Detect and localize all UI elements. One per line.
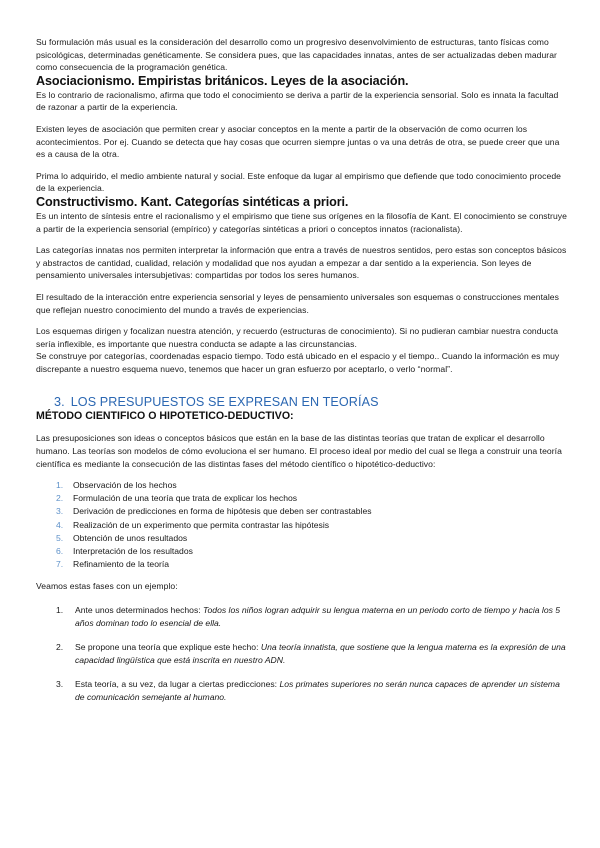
associationism-paragraph-2: Existen leyes de asociación que permiten crear y asociar conceptos en la mente a partir de la observación de como ocurren los acontecimientos. Por ej. Cuando se detecta que hay cosas que ocurren siempre juntas o va una detrás de otra, se puede creer que una es a causa de la otra. (36, 123, 560, 160)
example-item (36, 678, 568, 704)
phase-item (36, 532, 568, 545)
example-lead-text: Esta teoría, a su vez, da lugar a ciertas predicciones: (75, 678, 280, 689)
phase-text: Interpretación de los resultados (73, 545, 193, 556)
phase-text: Observación de los hechos (73, 480, 177, 491)
example-number: 1. (56, 604, 64, 615)
phase-text: Derivación de predicciones en forma de hipótesis que deben ser contrastables (73, 506, 372, 517)
phase-text: Realización de un experimento que permita contrastar las hipótesis (73, 519, 330, 530)
phase-number: 2. (56, 493, 64, 504)
example-number: 3. (56, 678, 64, 689)
example-number: 2. (56, 641, 64, 652)
constructivism-paragraph-2: Las categorías innatas nos permiten interpretar la información que entra a través de nuestros sentidos, pero estas son conceptos básicos y abstractos de cantidad, cualidad, relación y modalidad que nos ayudan a empezar a dar sentido a la experiencia. Son leyes de pensamiento universales intersubjetivas: compartidas por todos los seres humanos. (36, 245, 567, 281)
phase-item (36, 479, 568, 492)
associationism-paragraph-3: Prima lo adquirido, el medio ambiente natural y social. Este enfoque da lugar al empirismo que defiende que todo conocimiento procede de la experiencia. (36, 170, 561, 194)
section-3-heading (36, 395, 568, 410)
method-phases-list (36, 479, 568, 571)
example-item (36, 641, 568, 667)
section-3-number: 3. (54, 395, 65, 410)
phase-number: 5. (56, 532, 64, 543)
constructivism-heading: Constructivismo. Kant. Categorías sintéticas a priori. (36, 194, 349, 209)
phase-number: 6. (56, 545, 64, 556)
example-item (36, 604, 568, 630)
examples-list (36, 604, 568, 705)
phase-item (36, 558, 568, 571)
section-3-intro: Las presuposiciones son ideas o conceptos básicos que están en la base de las distintas teorías que tratan de explicar el desarrollo humano. Las teorías son modelos de cómo evoluciona el ser humano. El proceso ideal por medio del cual se llega a construir una teoría científica es mediante la consecución de las distintas fases del método científico o hipotético-deductivo: (36, 433, 562, 469)
constructivism-paragraph-4: Los esquemas dirigen y focalizan nuestra atención, y recuerdo (estructuras de conocimiento). Si no pudieran cambiar nuestra conducta sería inflexible, es importante que nuestra conducta se adapte a las circunstancias. (36, 326, 559, 349)
example-lead-text: Ante unos determinados hechos: (75, 604, 204, 615)
associationism-paragraph-1: Es lo contrario de racionalismo, afirma que todo el conocimiento se deriva a partir de la experiencia sensorial. Solo es innata la facultad de razonar a partir de la experiencia. (36, 89, 559, 113)
phase-item (36, 492, 568, 505)
phase-number: 4. (56, 519, 64, 530)
phase-number: 3. (56, 506, 64, 517)
phase-text: Refinamiento de la teoría (73, 558, 170, 569)
phase-text: Obtención de unos resultados (73, 532, 188, 543)
example-italic-text: Todos los niños logran adquirir su lengua materna en un periodo corto de tiempo y hacia los 5 años dominan todo lo esencial de ella. (75, 604, 561, 628)
example-intro: Veamos estas fases con un ejemplo: (36, 580, 178, 591)
example-lead-text: Se propone una teoría que explique este hecho: (75, 641, 261, 652)
document-page (36, 36, 568, 704)
example-italic-text: Una teoría innatista, que sostiene que la lengua materna es la expresión de una capacidad lingüística que está inscrita en nuestro ADN. (75, 641, 566, 665)
phase-item (36, 545, 568, 558)
phase-item (36, 519, 568, 532)
method-subheading: MÉTODO CIENTIFICO O HIPOTETICO-DEDUCTIVO: (36, 410, 294, 423)
section-3-title: LOS PRESUPUESTOS SE EXPRESAN EN TEORÍAS (70, 395, 379, 410)
phase-text: Formulación de una teoría que trata de explicar los hechos (73, 493, 298, 504)
phase-number: 1. (56, 480, 64, 491)
constructivism-paragraph-5: Se construye por categorías, coordenadas espacio tiempo. Todo está ubicado en el espacio y el tiempo.. Cuando la información es muy discrepante a nuestro esquema nuevo, tenemos que hacer un gran esfuerzo por aceptarlo, o verlo “normal”. (36, 351, 560, 374)
phase-number: 7. (56, 558, 64, 569)
constructivism-paragraph-3: El resultado de la interacción entre experiencia sensorial y leyes de pensamiento universales son esquemas o construcciones mentales que reflejan nuestro conocimiento del mundo a través de experiencias. (36, 291, 559, 315)
example-italic-text: Los primates superiores no serán nunca capaces de aprender un sistema de comunicación semejante al humano. (75, 678, 560, 702)
constructivism-paragraph-1: Es un intento de síntesis entre el racionalismo y el empirismo que tiene sus orígenes en la filosofía de Kant. El conocimiento se construye a partir de la experiencia sensorial (empírico) y categorías sintéticas a priori o conceptos innatos (racionalista). (36, 210, 567, 234)
associationism-heading: Asociacionismo. Empiristas británicos. Leyes de la asociación. (36, 73, 409, 88)
phase-item (36, 505, 568, 518)
intro-paragraph: Su formulación más usual es la consideración del desarrollo como un progresivo desenvolvimiento de estructuras, tanto físicas como psicológicas, determinadas genéticamente. Se considera pues, que las capacidades innatas, antes de ser actualizadas deben madurar como consecuencia de la programación genética. (36, 37, 557, 73)
